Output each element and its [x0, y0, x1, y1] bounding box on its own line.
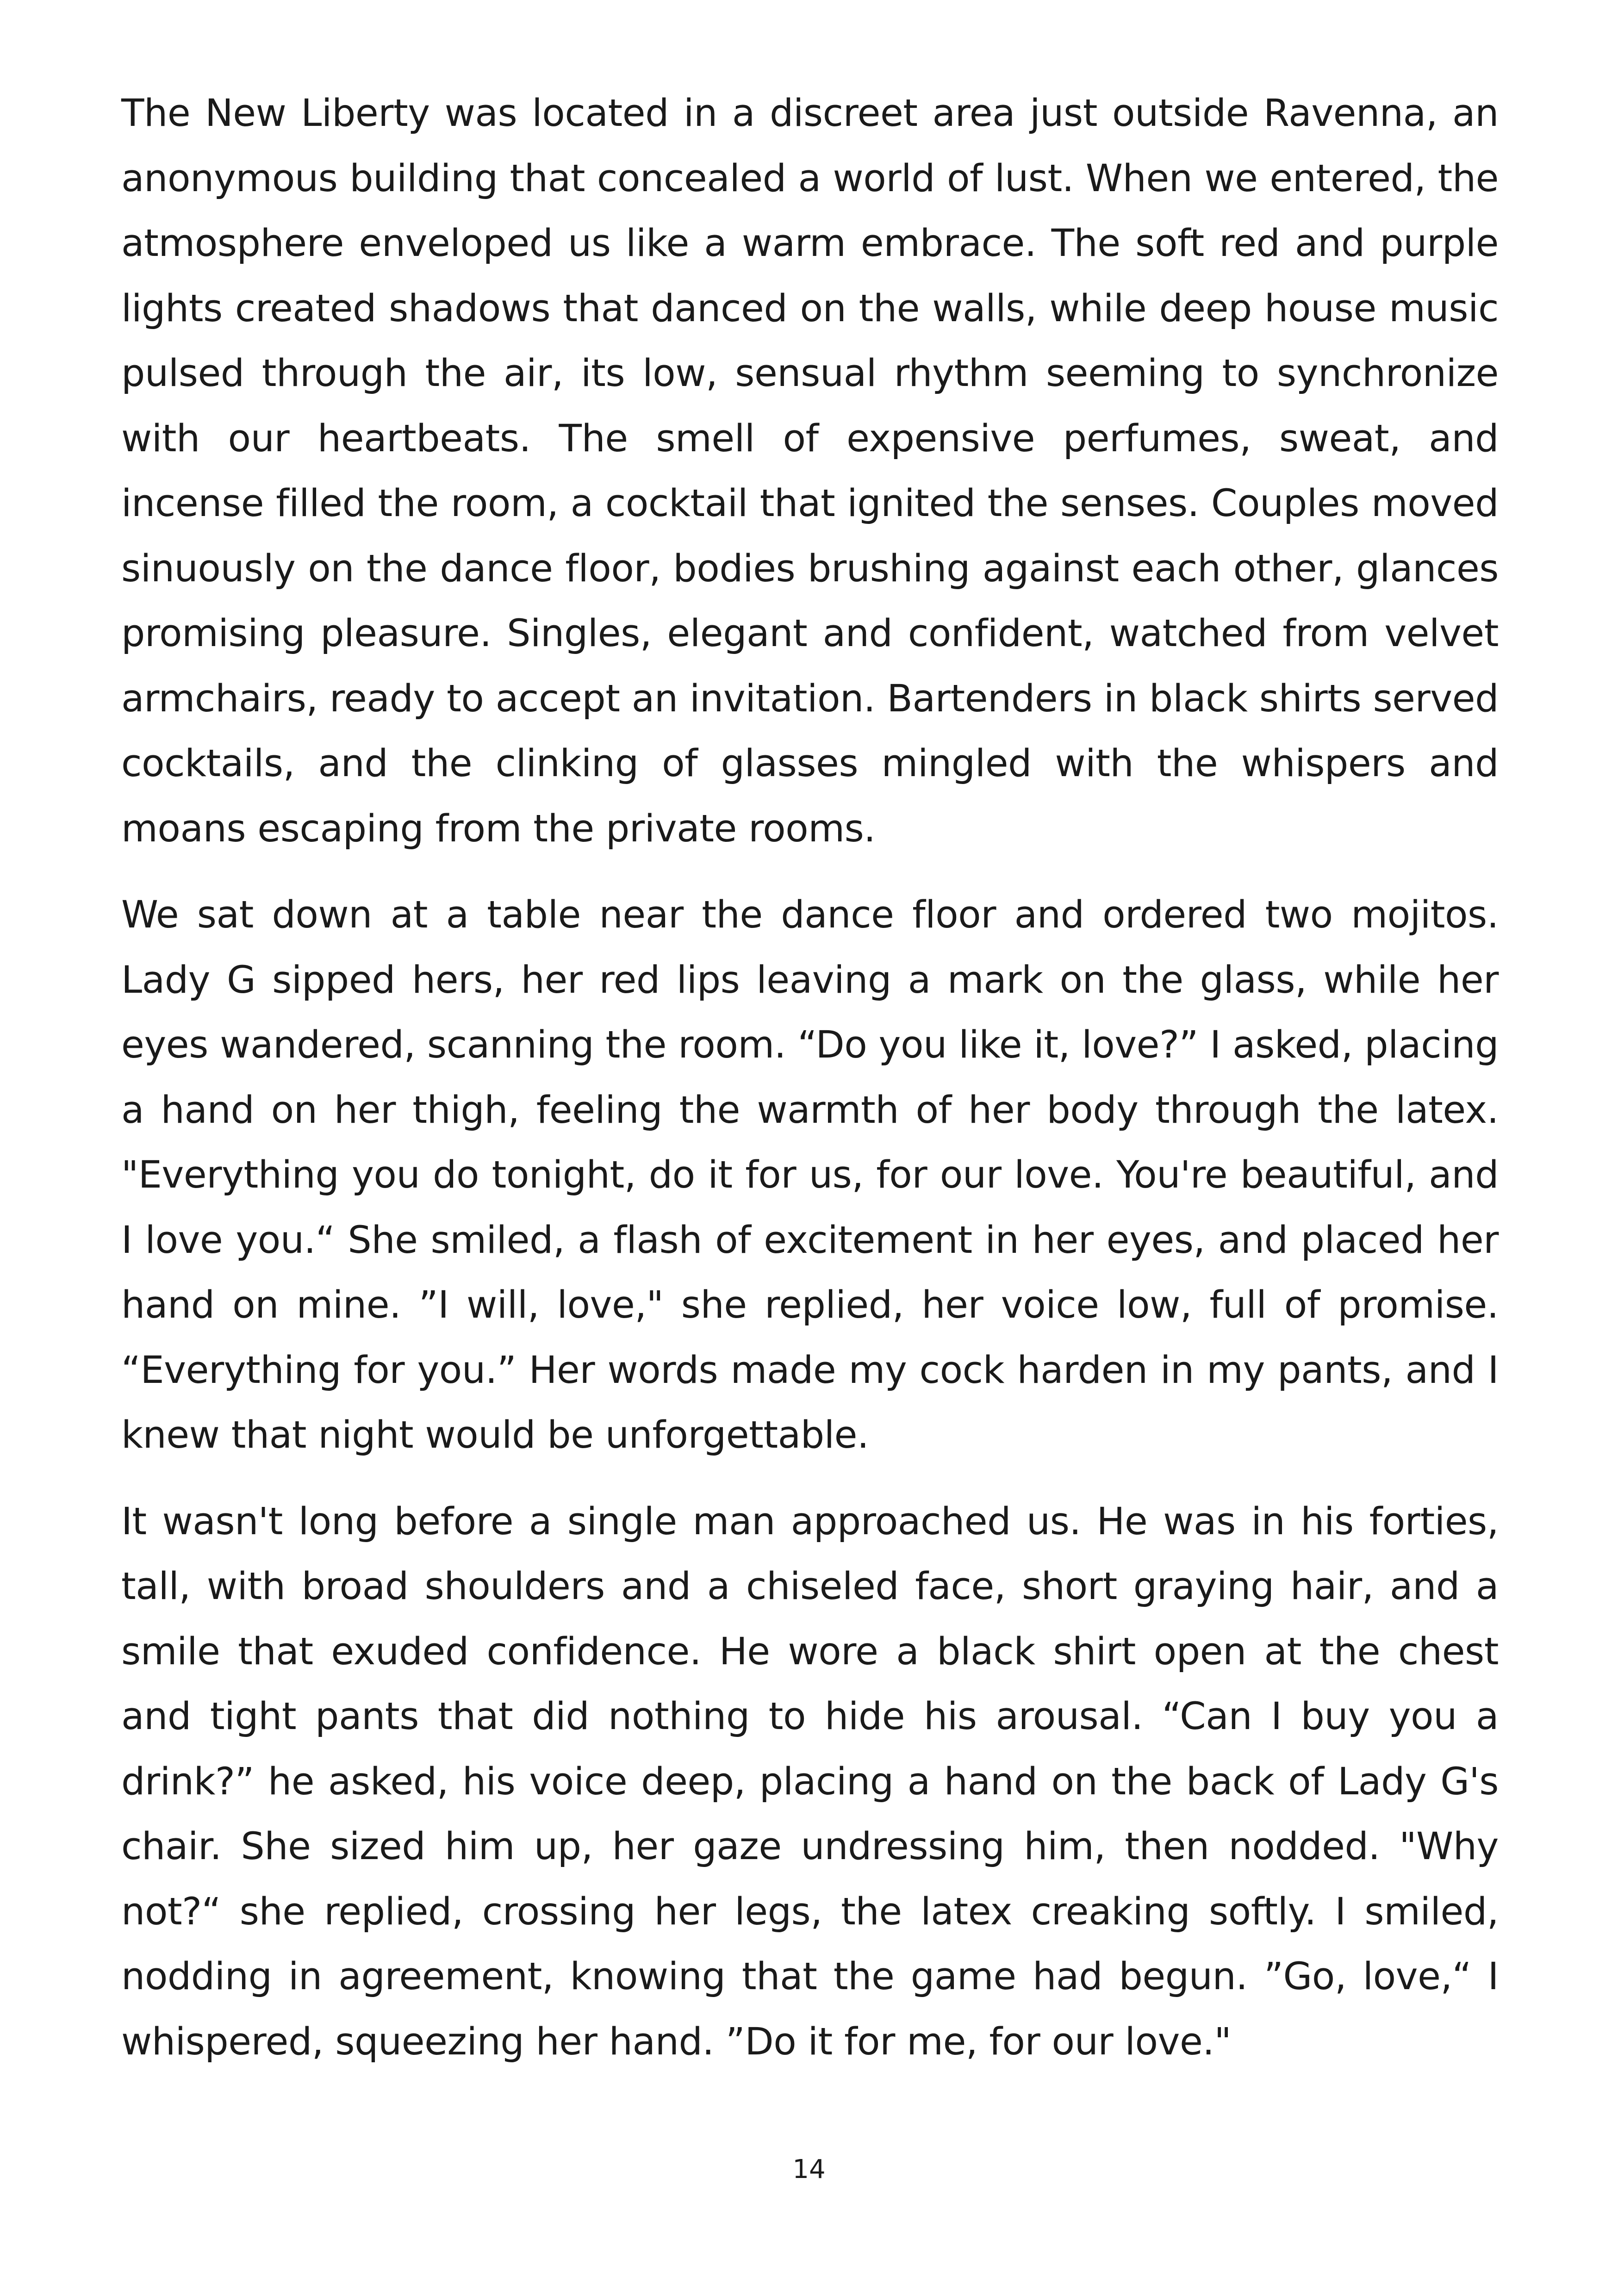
paragraph-1: The New Liberty was located in a discreet area just outside Ravenna, an anonymous building that concealed a world of lust. When we entered, the atmosphere enveloped us like a warm embrace. The soft red and purple lights created shadows that danced on the walls, while deep house music pulsed through the air, its low, sensual rhythm seeming to synchronize with our heartbeats. The smell of expensive perfumes, sweat, and incense filled the room, a cocktail that ignited the senses. Couples moved sinuously on the dance floor, bodies brushing against each other, glances promising pleasure. Singles, elegant and confident, watched from velvet armchairs, ready to accept an invitation. Bartenders in black shirts served cocktails, and the clinking of glasses mingled with the whispers and moans escaping from the private rooms.: [121, 92, 1499, 851]
body-text: [121, 81, 1499, 2096]
page-number: 14: [792, 2154, 826, 2184]
paragraph-3: It wasn't long before a single man approached us. He was in his forties, tall, with broad shoulders and a chiseled face, short graying hair, and a smile that exuded confidence. He wore a black shirt open at the chest and tight pants that did nothing to hide his arousal. “Can I buy you a drink?” he asked, his voice deep, placing a hand on the back of Lady G's chair. She sized him up, her gaze undressing him, then nodded. "Why not?“ she replied, crossing her legs, the latex creaking softly. I smiled, nodding in agreement, knowing that the game had begun. ”Go, love,“ I whispered, squeezing her hand. ”Do it for me, for our love.": [121, 1500, 1499, 2064]
paragraph-2: We sat down at a table near the dance floor and ordered two mojitos. Lady G sipped hers, her red lips leaving a mark on the glass, while her eyes wandered, scanning the room. “Do you like it, love?” I asked, placing a hand on her thigh, feeling the warmth of her body through the latex. "Everything you do tonight, do it for us, for our love. You're beautiful, and I love you.“ She smiled, a flash of excitement in her eyes, and placed her hand on mine. ”I will, love," she replied, her voice low, full of promise. “Everything for you.” Her words made my cock harden in my pants, and I knew that night would be unforgettable.: [121, 893, 1499, 1457]
